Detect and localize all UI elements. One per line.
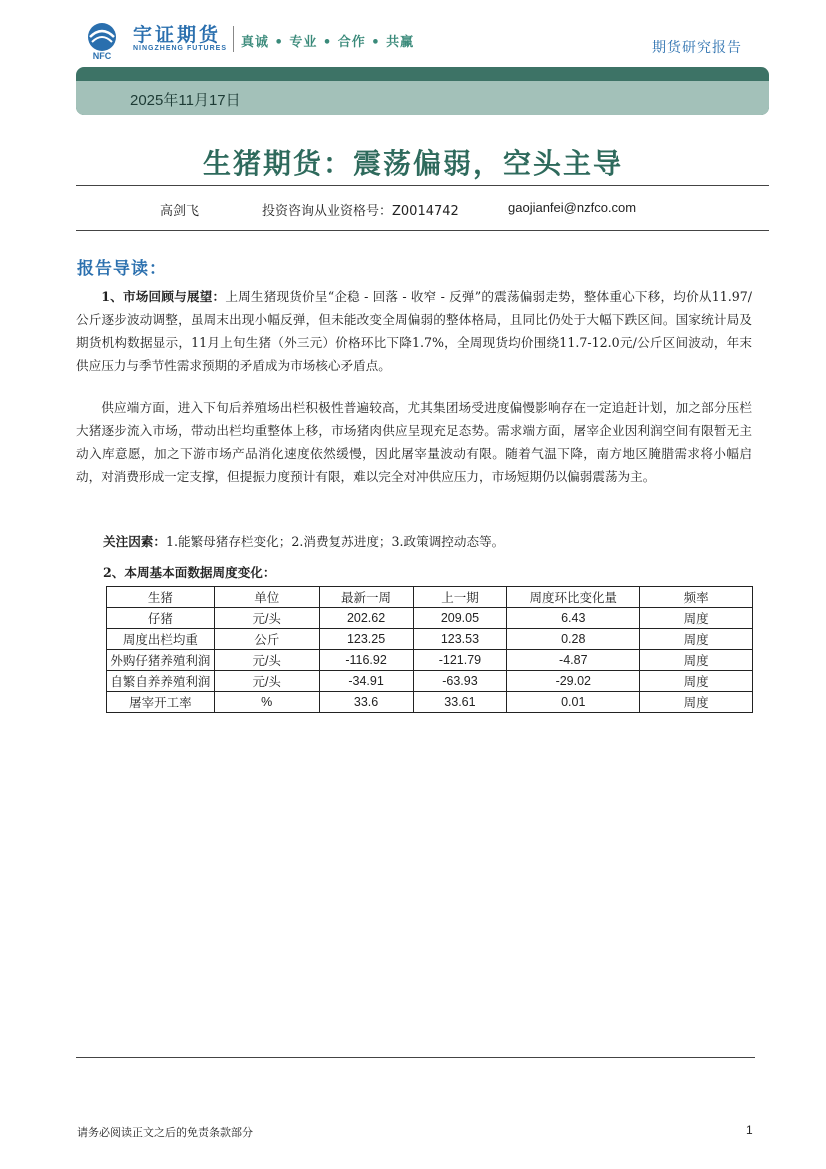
table-cell: 周度 (640, 608, 753, 629)
table-header-cell: 周度环比变化量 (507, 587, 640, 608)
brand-name-en: NINGZHENG FUTURES (133, 45, 227, 52)
table-cell: 外购仔猪养殖利润 (107, 650, 215, 671)
table-cell: 33.6 (319, 692, 413, 713)
focus-factors (103, 531, 504, 550)
table-cell: 周度出栏均重 (107, 629, 215, 650)
table-cell: 元/头 (214, 650, 319, 671)
fundamentals-table (106, 586, 753, 713)
table-cell: 123.53 (413, 629, 507, 650)
table-row (107, 608, 753, 629)
table-cell: 自繁自养养殖利润 (107, 671, 215, 692)
supply-demand-paragraph: 供应端方面，进入下旬后养殖场出栏积极性普遍较高，尤其集团场受进度偏慢影响存在一定追赶计划，加之部分压栏大猪逐步流入市场，带动出栏均重整体上移，市场猪肉供应呈现充足态势。需求端方面，屠宰企业因利润空间有限暂无主动入库意愿，加之下游市场产品消化速度依然缓慢，因此屠宰量波动有限。随着气温下降，南方地区腌腊需求将小幅启动，对消费形成一定支撑，但提振力度预计有限，难以完全对冲供应压力，市场短期仍以偏弱震荡为主。 (76, 400, 752, 484)
market-review-label: 1、市场回顾与展望： (101, 289, 226, 304)
table-row (107, 629, 753, 650)
report-date: 2025年11月17日 (130, 92, 241, 109)
page-number: 1 (746, 1123, 753, 1137)
table-row (107, 650, 753, 671)
table-header-cell: 生猪 (107, 587, 215, 608)
table-cell: 周度 (640, 629, 753, 650)
table-header-cell: 最新一周 (319, 587, 413, 608)
author-license: 投资咨询从业资格号：Z0014742 (262, 204, 459, 219)
market-review-paragraph (76, 285, 752, 377)
table-cell: 209.05 (413, 608, 507, 629)
table-header-row (107, 587, 753, 608)
market-review-text: 上周生猪现货价呈“企稳 - 回落 - 收窄 - 反弹”的震荡偏弱走势，整体重心下移，均价从11.97/公斤逐步波动调整，虽周末出现小幅反弹，但未能改变全周偏弱的整体格局，且同比仍处于大幅下跌区间。国家统计局及期货机构数据显示，11月上旬生猪（外三元）价格环比下降1.7%，全周现货均价围绕11.7-12.0元/公斤区间波动，年末供应压力与季节性需求预期的矛盾成为市场核心矛盾点。 (76, 289, 752, 373)
footer-divider (76, 1057, 755, 1058)
table-cell: 周度 (640, 650, 753, 671)
table-cell: 元/头 (214, 608, 319, 629)
table-cell: 公斤 (214, 629, 319, 650)
table-cell: 202.62 (319, 608, 413, 629)
table-cell: -29.02 (507, 671, 640, 692)
table-cell: -121.79 (413, 650, 507, 671)
table-heading: 2、本周基本面数据周度变化： (103, 565, 276, 580)
report-title: 生猪期货：震荡偏弱，空头主导 (202, 147, 623, 180)
table-cell: 33.61 (413, 692, 507, 713)
table-cell: % (214, 692, 319, 713)
focus-text: 1.能繁母猪存栏变化；2.消费复苏进度；3.政策调控动态等。 (165, 534, 505, 549)
author-email[interactable]: gaojianfei@nzfco.com (508, 200, 637, 215)
table-cell: 0.28 (507, 629, 640, 650)
brand-divider (233, 26, 234, 52)
table-cell: 6.43 (507, 608, 640, 629)
table-cell: -63.93 (413, 671, 507, 692)
table-cell: 周度 (640, 671, 753, 692)
table-cell: -116.92 (319, 650, 413, 671)
table-cell: 元/头 (214, 671, 319, 692)
logo-text: NFC (92, 51, 112, 60)
table-cell: 屠宰开工率 (107, 692, 215, 713)
report-type-label: 期货研究报告 (652, 40, 742, 56)
table-row (107, 671, 753, 692)
table-cell: -34.91 (319, 671, 413, 692)
disclaimer-note: 请务必阅读正文之后的免责条款部分 (77, 1126, 253, 1139)
table-row (107, 692, 753, 713)
table-cell: 周度 (640, 692, 753, 713)
table-header-cell: 频率 (640, 587, 753, 608)
table-cell: 0.01 (507, 692, 640, 713)
company-logo (80, 20, 128, 60)
table-cell: 123.25 (319, 629, 413, 650)
brand-name: 宇证期货 (133, 24, 222, 46)
author-divider (76, 230, 769, 231)
title-divider (76, 185, 769, 186)
focus-label: 关注因素： (103, 534, 166, 549)
table-cell: -4.87 (507, 650, 640, 671)
slogan: 真诚 • 专业 • 合作 • 共赢 (241, 35, 415, 50)
author-name: 高剑飞 (160, 204, 200, 219)
section-heading: 报告导读： (77, 259, 167, 279)
table-cell: 仔猪 (107, 608, 215, 629)
table-header-cell: 上一期 (413, 587, 507, 608)
table-header-cell: 单位 (214, 587, 319, 608)
